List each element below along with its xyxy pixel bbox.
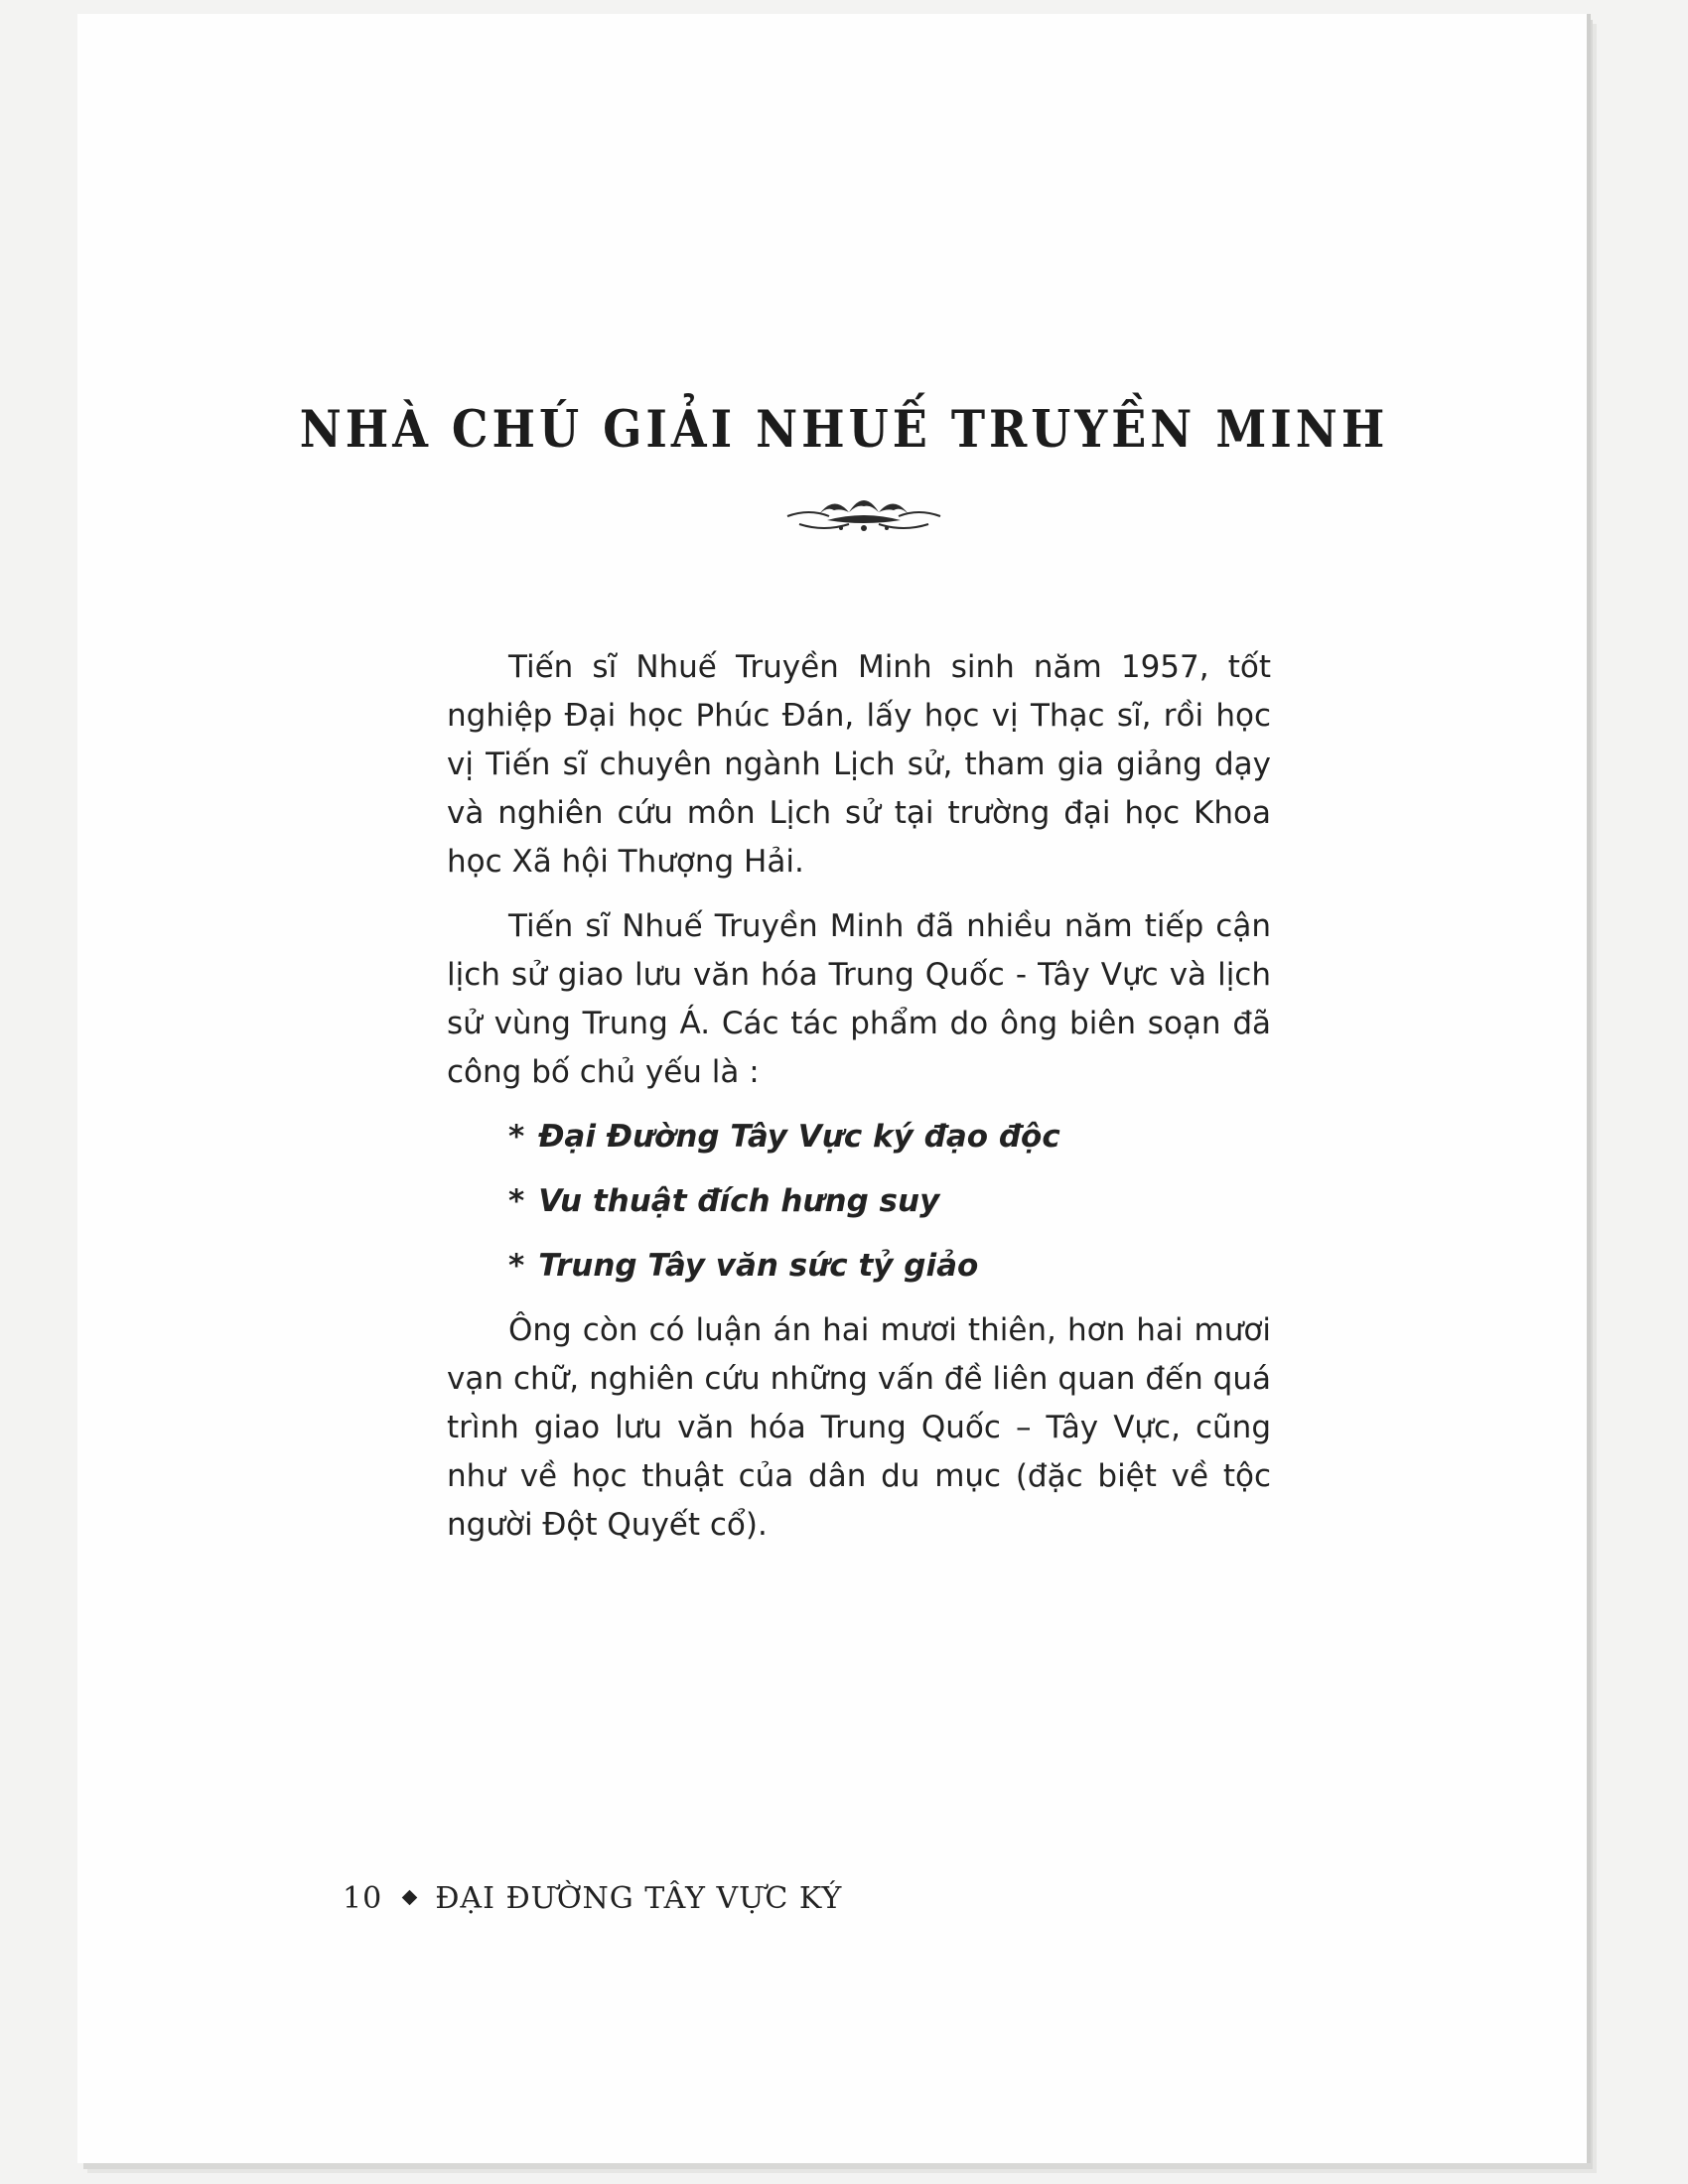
bullet-mark: * [508, 1248, 525, 1284]
body-text [447, 643, 1271, 1566]
bullet-mark: * [508, 1119, 525, 1155]
chapter-title: NHÀ CHÚ GIẢI NHUẾ TRUYỀN MINH [299, 398, 1389, 460]
bullet-mark: * [508, 1183, 525, 1219]
work-title: Vu thuật đích hưng suy [538, 1183, 940, 1219]
list-item [508, 1242, 1271, 1291]
paragraph-dissertation: Ông còn có luận án hai mươi thiên, hơn hai mươi vạn chữ, nghiên cứu những vấn đề liên quan đến quá trình giao lưu văn hóa Trung Quốc – Tây Vực, cũng như về học thuật của dân du mục (đặc biệt về tộc người Đột Quyết cổ). [447, 1312, 1271, 1543]
paragraph-research: Tiến sĩ Nhuế Truyền Minh đã nhiều năm tiếp cận lịch sử giao lưu văn hóa Trung Quốc - Tây Vực và lịch sử vùng Trung Á. Các tác phẩm do ông biên soạn đã công bố chủ yếu là : [447, 908, 1271, 1090]
work-title: Trung Tây văn sức tỷ giảo [538, 1248, 979, 1284]
work-title: Đại Đường Tây Vực ký đạo độc [538, 1119, 1060, 1155]
page-footer [343, 1881, 842, 1916]
diamond-separator-icon [402, 1890, 418, 1906]
works-list [447, 1113, 1271, 1291]
paragraph-biography: Tiến sĩ Nhuế Truyền Minh sinh năm 1957, tốt nghiệp Đại học Phúc Đán, lấy học vị Thạc sĩ, rồi học vị Tiến sĩ chuyên ngành Lịch sử, tham gia giảng dạy và nghiên cứu môn Lịch sử tại trường đại học Khoa học Xã hội Thượng Hải. [447, 649, 1271, 880]
list-item [508, 1177, 1271, 1226]
page-number: 10 [343, 1881, 383, 1916]
running-book-title: ĐẠI ĐƯỜNG TÂY VỰC KÝ [435, 1881, 843, 1916]
lotus-ornament-icon [779, 486, 948, 536]
list-item [508, 1113, 1271, 1161]
